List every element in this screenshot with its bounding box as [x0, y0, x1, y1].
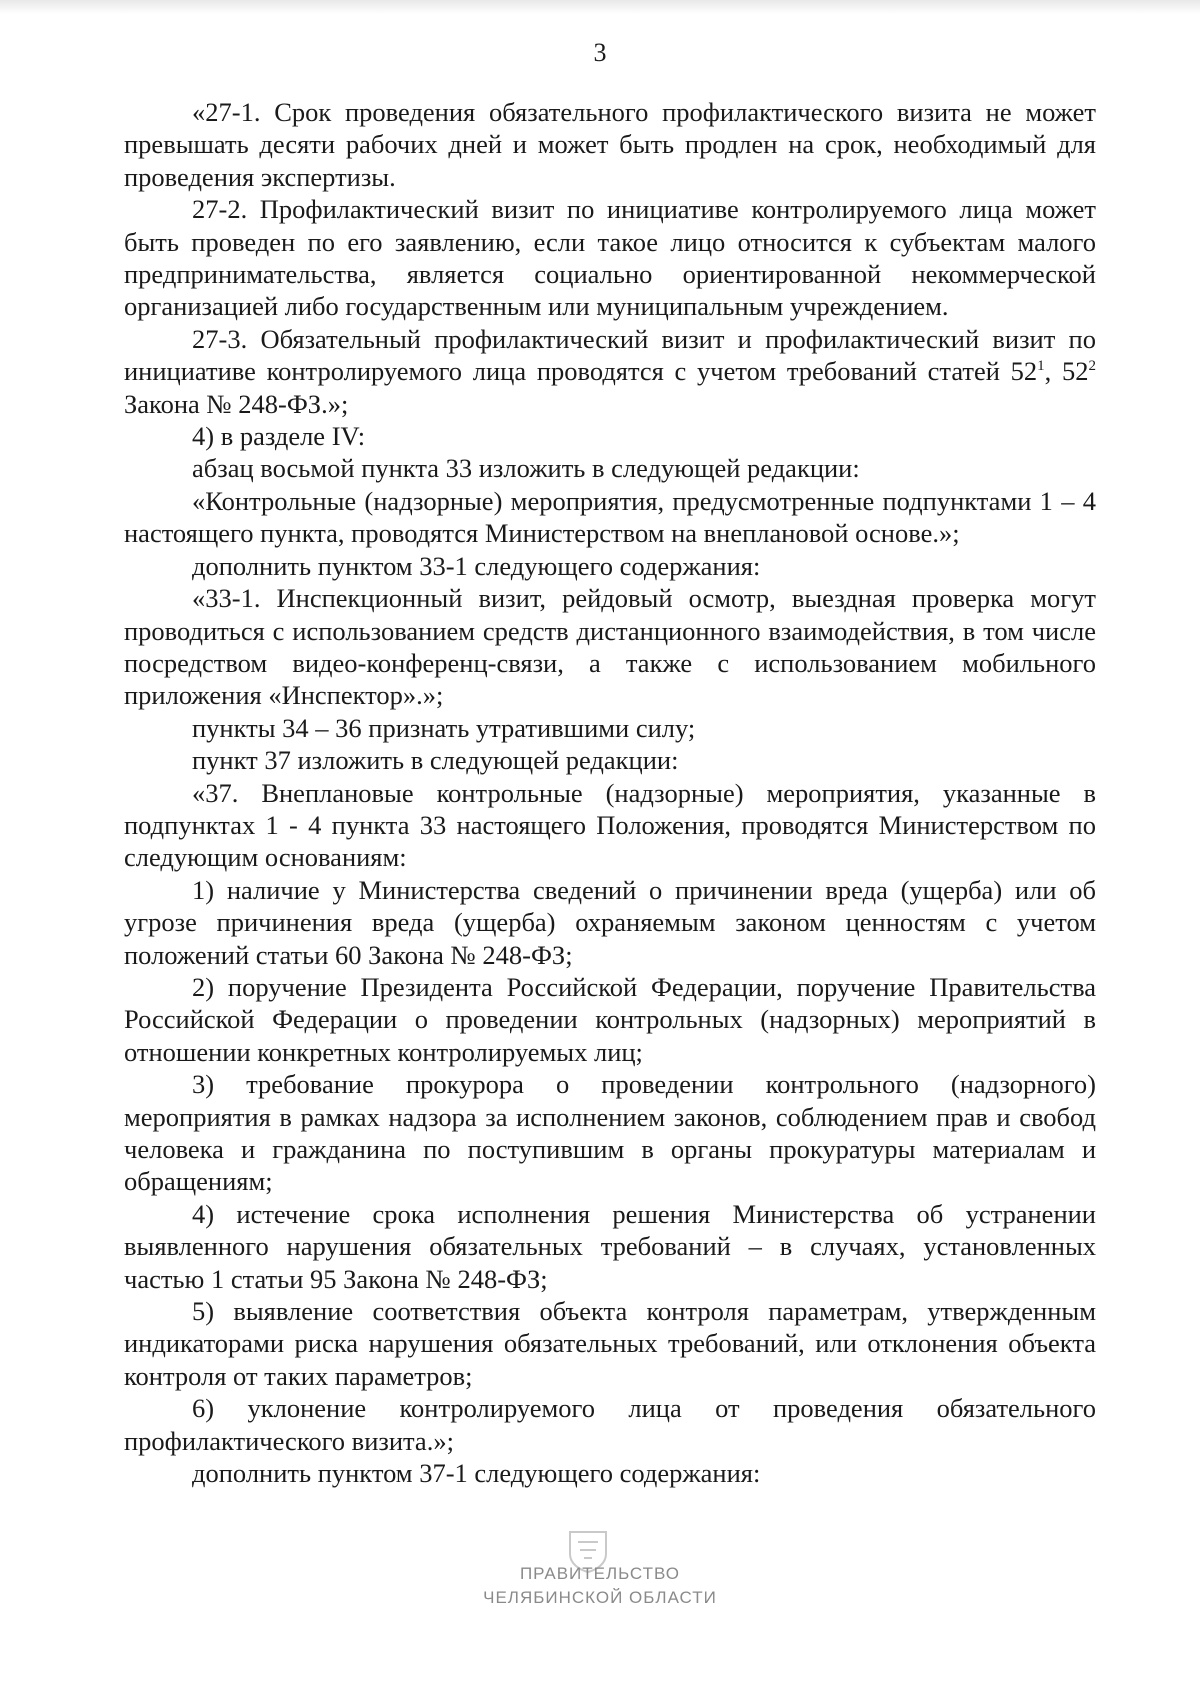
- article-ref-b-sup: 2: [1088, 358, 1096, 375]
- paragraph-37-item-2: 2) поручение Президента Российской Федерации, поручение Правительства Российской Федерации о проведении контрольных (надзорных) мероприятий в отношении конкретных контролируемых лиц;: [124, 971, 1096, 1067]
- paragraph-abzac-33: абзац восьмой пункта 33 изложить в следующей редакции:: [192, 453, 860, 484]
- stamp-line-2: ЧЕЛЯБИНСКОЙ ОБЛАСТИ: [483, 1588, 717, 1607]
- paragraph-34-36: пункты 34 – 36 признать утратившими силу;: [192, 712, 696, 743]
- document-body: [124, 96, 1096, 1489]
- paragraph-37: «37. Внеплановые контрольные (надзорные) мероприятия, указанные в подпунктах 1 - 4 пункта 33 настоящего Положения, проводятся Министерством по следующим основаниям:: [124, 777, 1096, 873]
- paragraph-37-header: пункт 37 изложить в следующей редакции:: [192, 745, 679, 776]
- paragraph-control-measures: «Контрольные (надзорные) мероприятия, предусмотренные подпунктами 1 – 4 настоящего пункта, проводятся Министерством на внеплановой основе.»;: [124, 485, 1096, 549]
- paragraph-add-37-1: дополнить пунктом 37-1 следующего содержания:: [192, 1458, 761, 1489]
- paragraph-37-item-3: 3) требование прокурора о проведении контрольного (надзорного) мероприятия в рамках надзора за исполнением законов, соблюдением прав и свобод человека и гражданина по поступившим в органы прокуратуры материалам и обращениям;: [124, 1069, 1096, 1197]
- government-stamp: [0, 1562, 1200, 1610]
- paragraph-37-item-1: 1) наличие у Министерства сведений о причинении вреда (ущерба) или об угрозе причинения вреда (ущерба) охраняемым законом ценностям с учетом положений статьи 60 Закона № 248-ФЗ;: [124, 874, 1096, 970]
- stamp-line-1: ПРАВИТЕЛЬСТВО: [519, 1564, 681, 1583]
- paragraph-37-item-6: 6) уклонение контролируемого лица от проведения обязательного профилактического визита.»;: [124, 1393, 1096, 1456]
- article-ref-a-sup: 1: [1037, 358, 1045, 375]
- paragraph-37-item-4: 4) истечение срока исполнения решения Министерства об устранении выявленного нарушения обязательных требований – в случаях, установленных частью 1 статьи 95 Закона № 248-ФЗ;: [124, 1198, 1096, 1294]
- paragraph-add-33-1: дополнить пунктом 33-1 следующего содержания:: [192, 550, 761, 581]
- paragraph-27-3-text: 27-3. Обязательный профилактический визит и профилактический визит по инициативе контролируемого лица проводятся с учетом требований: [124, 323, 1096, 387]
- article-ref-a: статей 52: [927, 356, 1038, 387]
- article-ref-b: , 52: [1044, 356, 1089, 387]
- paragraph-27-2: 27-2. Профилактический визит по инициативе контролируемого лица может быть проведен по его заявлению, если такое лицо относится к субъектам малого предпринимательства, является социально ориентированной некоммерческой организацией либо государственным или муниципальным учреждением.: [124, 194, 1096, 322]
- page-number: 3: [593, 38, 607, 67]
- article-ref-c: Закона № 248-ФЗ.»;: [124, 388, 349, 419]
- paragraph-33-1: «33-1. Инспекционный визит, рейдовый осмотр, выездная проверка могут проводиться с использованием средств дистанционного взаимодействия, в том числе посредством видео-конференц-связи, а также с использованием мобильного приложения «Инспектор».»;: [124, 583, 1096, 711]
- paragraph-section-iv: 4) в разделе IV:: [192, 421, 366, 452]
- paragraph-27-3: [124, 323, 1096, 420]
- paragraph-27-1: «27-1. Срок проведения обязательного профилактического визита не может превышать десяти рабочих дней и может быть продлен на срок, необходимый для проведения экспертизы.: [124, 97, 1096, 192]
- paragraph-37-item-5: 5) выявление соответствия объекта контроля параметрам, утвержденным индикаторами риска нарушения обязательных требований, или отклонения объекта контроля от таких параметров;: [124, 1296, 1096, 1391]
